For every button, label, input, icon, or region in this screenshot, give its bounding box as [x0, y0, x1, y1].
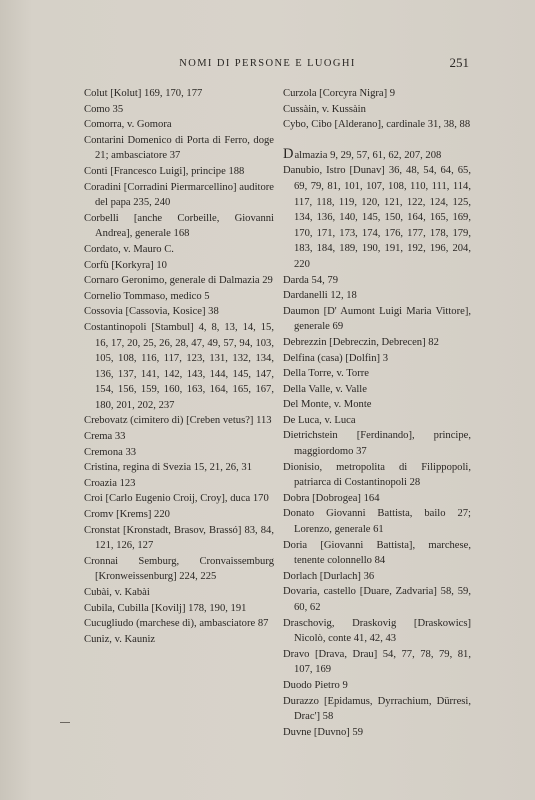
index-entry: Cristina, regina di Svezia 15, 21, 26, 31	[84, 462, 252, 474]
index-entry: Dovaria, castello [Duare, Zadvaria] 58, 59, 60, 62	[283, 586, 471, 613]
index-entry: Debrezzin [Debreczin, Debrecen] 82	[283, 336, 439, 348]
index-entry: Cubài, v. Kabài	[84, 587, 150, 598]
index-entry: Del Monte, v. Monte	[283, 399, 372, 411]
index-entry: Costantinopoli [Stambul] 4, 8, 13, 14, 15, 16, 17, 20, 25, 26, 28, 47, 49, 57, 94, 103, 105, 108, 116, 117, 123, 131, 132, 134, 136, 137, 141, 142, 143, 144, 145, 147, 154, 156, 159, 160, 163, 164, 165, 167, 180, 201, 202, 237	[84, 321, 274, 411]
index-entry: Dietrichstein [Ferdinando], principe, maggiordomo 37	[283, 430, 471, 458]
index-entry: Coradini [Corradini Piermarcellino] auditore del papa 235, 240	[84, 181, 274, 209]
index-entry: Cronstat [Kronstadt, Brasov, Brassó] 83, 84, 121, 126, 127	[84, 524, 274, 552]
index-entry: Cussàin, v. Kussàin	[283, 103, 366, 115]
index-entry: Duodo Pietro 9	[283, 679, 348, 691]
index-entry: Cromv [Krems] 220	[84, 509, 170, 521]
page-number: 251	[449, 55, 469, 70]
index-entry: Darda 54, 79	[283, 274, 339, 286]
index-entry: Danubio, Istro [Dunav] 36, 48, 54, 64, 65, 69, 79, 81, 101, 107, 108, 110, 111, 114, 117, 118, 119, 120, 121, 122, 124, 125, 134, 136, 140, 145, 150, 164, 165, 169, 170, 171, 173, 174, 176, 177, 178, 179, 183, 184, 189, 190, 191, 192, 196, 204, 220	[283, 165, 471, 270]
index-entry: Cremona 33	[84, 446, 137, 458]
index-entry: Della Valle, v. Valle	[283, 383, 367, 395]
index-entry-text: almazia 9, 29, 57, 61, 62, 207, 208	[294, 149, 442, 161]
index-entry: Como 35	[84, 103, 124, 115]
index-entry: Cuniz, v. Kauniz	[84, 633, 156, 645]
running-title: NOMI DI PERSONE E LUOGHI	[179, 58, 356, 69]
section-gap	[283, 133, 471, 147]
index-entry: Cybo, Cibo [Alderano], cardinale 31, 38, 88	[283, 119, 471, 131]
margin-mark	[60, 722, 70, 723]
index-entry: Dorlach [Durlach] 36	[283, 570, 375, 582]
index-group-d	[283, 147, 471, 741]
index-entry	[283, 147, 471, 164]
index-entry: Croazia 123	[84, 477, 136, 489]
index-entry: Dobra [Dobrogea] 164	[283, 492, 380, 504]
index-entry: Corfù [Korkyra] 10	[84, 259, 167, 271]
index-entry: Dionisio, metropolita di Filippopoli, patriarca di Costantinopoli 28	[283, 461, 471, 489]
index-entry: Colut [Kolut] 169, 170, 177	[84, 88, 203, 99]
index-entry: Curzola [Corcyra Nigra] 9	[283, 88, 396, 99]
index-entry: Cubila, Cubilla [Kovilj] 178, 190, 191	[84, 602, 247, 614]
index-entry: Comorra, v. Gomora	[84, 119, 172, 131]
index-entry: Cornelio Tommaso, medico 5	[84, 290, 210, 302]
index-group-c-continued	[283, 86, 471, 133]
index-entry: Cossovia [Cassovia, Kosice] 38	[84, 306, 219, 318]
index-entry: Cronnai Semburg, Cronvaissemburg [Kronweissenburg] 224, 225	[84, 555, 274, 583]
index-entry: Doria [Giovanni Battista], marchese, tenente colonnello 84	[283, 539, 471, 567]
index-entry: De Luca, v. Luca	[283, 414, 356, 426]
index-entry: Delfina (casa) [Dolfin] 3	[283, 352, 389, 364]
index-entry: Cordato, v. Mauro C.	[84, 243, 174, 255]
index-entry: Croi [Carlo Eugenio Croij, Croy], duca 170	[84, 493, 269, 505]
index-entry: Cornaro Geronimo, generale di Dalmazia 29	[84, 275, 273, 287]
index-entry: Durazzo [Epidamus, Dyrrachium, Dürresi, Drac'] 58	[283, 695, 471, 723]
index-entry: Donato Giovanni Battista, bailo 27; Lorenzo, generale 61	[283, 508, 471, 536]
index-entry: Contarini Domenico di Porta di Ferro, doge 21; ambasciatore 37	[84, 134, 274, 162]
section-initial-letter: D	[283, 145, 294, 162]
index-entry: Duvne [Duvno] 59	[283, 726, 364, 738]
index-entry: Draschovig, Draskovig [Draskowics] Nicolò, conte 41, 42, 43	[283, 617, 471, 645]
index-entry: Daumon [D' Aumont Luigi Maria Vittore], generale 69	[283, 305, 471, 333]
index-entry: Della Torre, v. Torre	[283, 368, 369, 380]
index-entry: Cucugliudo (marchese di), ambasciatore 87	[84, 618, 269, 630]
index-column-right	[283, 86, 471, 740]
index-entry: Corbelli [anche Corbeille, Giovanni Andrea], generale 168	[84, 212, 274, 240]
page-header	[0, 55, 535, 78]
index-column-left	[84, 86, 274, 647]
index-entry: Crema 33	[84, 431, 126, 443]
index-entry: Conti [Francesco Luigi], principe 188	[84, 165, 245, 177]
index-entry: Crebovatz (cimitero di) [Creben vetus?] 113	[84, 415, 272, 427]
index-entry: Dardanelli 12, 18	[283, 290, 357, 302]
index-entry: Dravo [Drava, Drau] 54, 77, 78, 79, 81, 107, 169	[283, 648, 471, 676]
